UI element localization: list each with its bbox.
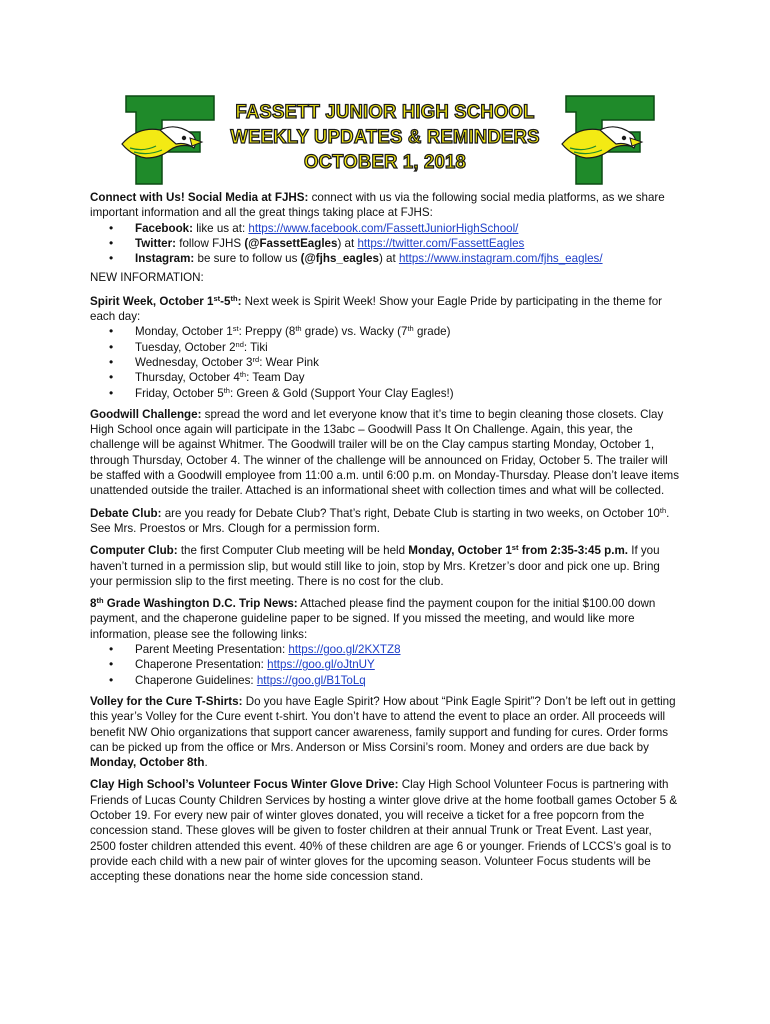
social-heading: Connect with Us! Social Media at FJHS: — [90, 191, 309, 204]
title-line-date: OCTOBER 1, 2018 — [303, 151, 467, 173]
chaperone-guidelines-link[interactable]: https://goo.gl/B1ToLq — [256, 673, 366, 687]
spirit-week-heading: Spirit Week, October 1st-5th: — [90, 293, 242, 308]
list-item: • Facebook: like us at: https://www.facebook.com/FassettJuniorHighSchool/ — [135, 221, 680, 236]
facebook-link[interactable]: https://www.facebook.com/FassettJuniorHighSchool/ — [248, 221, 519, 235]
social-links-list — [90, 221, 680, 267]
title-line-school: FASSETT JUNIOR HIGH SCHOOL — [235, 101, 535, 123]
computer-heading: Computer Club: — [90, 544, 178, 558]
title-line-updates: WEEKLY UPDATES & REMINDERS — [230, 126, 540, 148]
debate-club: Debate Club: are you ready for Debate Club? That’s right, Debate Club is starting in two weeks, on October 10th. See Mrs. Proestos or Mrs. Clough for a permission form. — [90, 505, 670, 535]
eagle-logo-right — [560, 92, 660, 188]
glove-drive-heading: Clay High School’s Volunteer Focus Winter Glove Drive: — [90, 778, 399, 792]
list-item: • Thursday, October 4th: Team Day — [135, 370, 680, 385]
goodwill-challenge: Goodwill Challenge: spread the word and let everyone know that it’s time to begin cleaning those closets. Clay High School once again will participate in the 13abc – Goodwill Pass It On Challenge. Again, this year, the challenge will be against Whitmer. The Goodwill trailer will be on the Clay campus starting Monday, October 1, through Thursday, October 4. The winner of the challenge will be announced on Friday, October 5. The trailer will be staffed with a Goodwill employee from 11:00 a.m. until 6:00 p.m. on Monday-Thursday. Please don’t leave items unattended outside the trailer. Attached is an informational sheet with collection times and what will be collected. — [90, 407, 680, 498]
list-item: • Twitter: follow FJHS (@FassettEagles) at https://twitter.com/FassettEagles — [135, 236, 680, 251]
list-item: • Wednesday, October 3rd: Wear Pink — [135, 355, 680, 370]
list-item: • Parent Meeting Presentation: https://goo.gl/2KXTZ8 — [135, 642, 680, 657]
list-item: • Monday, October 1st: Preppy (8th grade) vs. Wacky (7th grade) — [135, 324, 680, 339]
parent-meeting-link[interactable]: https://goo.gl/2KXTZ8 — [288, 643, 401, 657]
chaperone-presentation-link[interactable]: https://goo.gl/oJtnUY — [267, 658, 375, 672]
list-item: • Tuesday, October 2nd: Tiki — [135, 340, 680, 355]
list-item: • Instagram: be sure to follow us (@fjhs_eagles) at https://www.instagram.com/fjhs_eagles/ — [135, 251, 680, 266]
dc-trip-news: 8th Grade Washington D.C. Trip News: Attached please find the payment coupon for the initial $100.00 down payment, and the chaperone guideline paper to be signed. If you missed the meeting, and would like more information, please see the following links: — [90, 596, 656, 641]
list-item: • Chaperone Guidelines: https://goo.gl/B1ToLq — [135, 673, 680, 688]
newsletter-title — [200, 100, 570, 175]
instagram-link[interactable]: https://www.instagram.com/fjhs_eagles/ — [398, 252, 603, 266]
newsletter-body — [90, 190, 680, 891]
spirit-week-intro: Spirit Week, October 1st-5th: Next week is Spirit Week! Show your Eagle Pride by participating in the theme for each day: — [90, 293, 663, 324]
debate-heading: Debate Club: — [90, 506, 162, 520]
social-media-intro: Connect with Us! Social Media at FJHS: connect with us via the following social media platforms, as we share important information and all the great things taking place at FJHS: — [90, 191, 665, 220]
computer-club: Computer Club: the first Computer Club meeting will be held Monday, October 1st from 2:35-3:45 p.m. If you haven’t turned in a permission slip, but would still like to join, stop by Mrs. Kretzer’s door and pick one up. Bring your permission slip to the first meeting. There is no cost for the club. — [90, 543, 660, 588]
list-item: • Friday, October 5th: Green & Gold (Support Your Clay Eagles!) — [135, 386, 680, 401]
volley-for-the-cure: Volley for the Cure T-Shirts: Do you have Eagle Spirit? How about “Pink Eagle Spirit”? Don’t be left out in getting this year’s Volley for the Cure event t-shirt. You don’t have to attend the event to place an order. All proceeds will benefit NW Ohio organizations that support cancer awareness, family support and funding for cures. Order forms can be picked up from the office or Mrs. Anderson or Miss Corsini’s room. Money and orders are due back by Monday, October 8th. — [90, 694, 676, 770]
new-information-label: NEW INFORMATION: — [90, 271, 204, 285]
dc-trip-links — [90, 642, 680, 688]
twitter-link[interactable]: https://twitter.com/FassettEagles — [357, 236, 525, 250]
list-item: • Chaperone Presentation: https://goo.gl/oJtnUY — [135, 657, 680, 672]
spirit-days-list — [90, 324, 680, 400]
dc-trip-heading: 8th Grade Washington D.C. Trip News: — [90, 596, 298, 611]
goodwill-heading: Goodwill Challenge: — [90, 407, 202, 421]
winter-glove-drive: Clay High School’s Volunteer Focus Winter Glove Drive: Clay High School Volunteer Focus is partnering with Friends of Lucas County Children Services by hosting a winter glove drive at the home football games October 5 & October 19. For every new pair of winter gloves donated, you will receive a ticket for a free popcorn from the concession stand. These gloves will be given to foster children at their annual Trunk or Treat Event. Last year, 2500 foster children attended this event. 40% of these children are age 6 or younger. Friends of LCCS’s goal is to provide each child with a new pair of winter gloves for the upcoming season. Volunteer Focus students will be accepting these donations near the home side concession stand. — [90, 778, 678, 884]
volley-heading: Volley for the Cure T-Shirts: — [90, 694, 243, 708]
